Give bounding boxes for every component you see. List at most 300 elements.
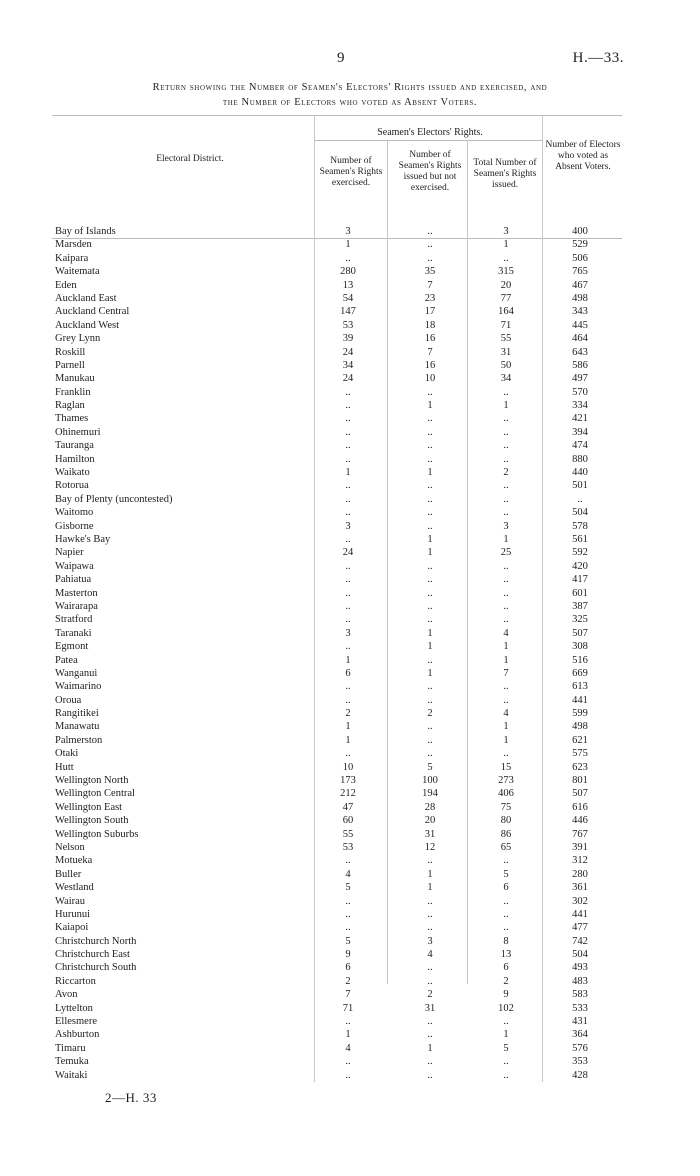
rights-issued: 71	[500, 319, 512, 331]
district-name: Wellington North	[55, 775, 129, 787]
table-row	[0, 787, 700, 800]
district-name: Christchurch South	[55, 962, 137, 974]
district-name: Ellesmere	[55, 1016, 97, 1028]
absent-voters: 467	[572, 279, 588, 291]
rights-issued: ..	[503, 694, 509, 706]
rights-issued: ..	[503, 908, 509, 920]
rights-not-exercised: ..	[427, 386, 433, 398]
top-rule	[52, 115, 622, 116]
rights-exercised: 1	[345, 1029, 351, 1041]
rights-exercised: ..	[345, 426, 351, 438]
absent-voters: 420	[572, 560, 588, 572]
rights-exercised: ..	[345, 1056, 351, 1068]
rights-not-exercised: 1	[427, 882, 433, 894]
absent-voters: 504	[572, 949, 588, 961]
rights-exercised: 9	[345, 949, 351, 961]
rights-not-exercised: ..	[427, 855, 433, 867]
absent-voters: 343	[572, 306, 588, 318]
table-row	[0, 948, 700, 961]
district-name: Waitemata	[55, 266, 100, 278]
absent-voters: 613	[572, 681, 588, 693]
absent-voters: 643	[572, 346, 588, 358]
rights-issued: ..	[503, 440, 509, 452]
rights-exercised: 4	[345, 868, 351, 880]
table-row	[0, 881, 700, 894]
rights-issued: 164	[498, 306, 514, 318]
district-name: Waitaki	[55, 1069, 88, 1081]
rights-exercised: 173	[340, 775, 356, 787]
district-name: Hutt	[55, 761, 74, 773]
rights-exercised: 2	[345, 975, 351, 987]
table-row	[0, 680, 700, 693]
rights-not-exercised: 4	[427, 949, 433, 961]
absent-voters: 501	[572, 480, 588, 492]
table-row	[0, 1069, 700, 1082]
rights-exercised: 5	[345, 935, 351, 947]
group-heading: Seamen's Electors' Rights.	[377, 127, 483, 138]
rights-not-exercised: 2	[427, 708, 433, 720]
table-row	[0, 814, 700, 827]
rights-exercised: 39	[342, 333, 354, 345]
table-row	[0, 761, 700, 774]
table-row	[0, 453, 700, 466]
table-row	[0, 412, 700, 425]
table-row	[0, 694, 700, 707]
rights-exercised: ..	[345, 694, 351, 706]
absent-voters: 767	[572, 828, 588, 840]
rights-not-exercised: 23	[424, 292, 436, 304]
rights-not-exercised: ..	[427, 748, 433, 760]
absent-voters: 529	[572, 239, 588, 251]
rights-exercised: 212	[340, 788, 356, 800]
rights-issued: 102	[498, 1002, 514, 1014]
rights-exercised: ..	[345, 400, 351, 412]
rights-exercised: 1	[345, 734, 351, 746]
footer-reference: 2—H. 33	[105, 1090, 157, 1105]
title-line-1: Return showing the Number of Seamen's Electors' Rights issued and exercised, and	[152, 82, 548, 93]
rights-issued: ..	[503, 1056, 509, 1068]
table-row	[0, 466, 700, 479]
rights-not-exercised: ..	[427, 520, 433, 532]
rights-exercised: 71	[342, 1002, 354, 1014]
district-name: Palmerston	[55, 734, 103, 746]
district-name: Riccarton	[55, 975, 96, 987]
table-row	[0, 868, 700, 881]
absent-voters: 477	[572, 922, 588, 934]
district-name: Hurunui	[55, 908, 90, 920]
district-name: Manukau	[55, 373, 95, 385]
rights-exercised: ..	[345, 533, 351, 545]
table-row	[0, 707, 700, 720]
district-name: Eden	[55, 279, 77, 291]
rights-issued: 1	[503, 734, 509, 746]
district-name: Ohinemuri	[55, 426, 101, 438]
rights-issued: 2	[503, 975, 509, 987]
absent-voters: 533	[572, 1002, 588, 1014]
rights-not-exercised: ..	[427, 252, 433, 264]
rights-not-exercised: 7	[427, 346, 433, 358]
rights-not-exercised: 5	[427, 761, 433, 773]
rights-exercised: 3	[345, 627, 351, 639]
rights-exercised: 10	[342, 761, 354, 773]
rights-issued: 1	[503, 400, 509, 412]
rights-exercised: ..	[345, 493, 351, 505]
column-header-absent-voters: Number of Electors who voted as Absent Voters.	[545, 140, 621, 172]
district-name: Auckland West	[55, 319, 119, 331]
rights-not-exercised: ..	[427, 922, 433, 934]
rights-not-exercised: 7	[427, 279, 433, 291]
document-reference: H.—33.	[572, 50, 624, 66]
rights-issued: 9	[503, 989, 509, 1001]
rights-issued: 6	[503, 962, 509, 974]
rights-issued: 6	[503, 882, 509, 894]
rights-exercised: 53	[342, 319, 354, 331]
rights-not-exercised: 16	[424, 359, 436, 371]
rights-issued: ..	[503, 895, 509, 907]
rights-exercised: ..	[345, 560, 351, 572]
table-row	[0, 627, 700, 640]
table-row	[0, 774, 700, 787]
district-name: Temuka	[55, 1056, 89, 1068]
table-row	[0, 908, 700, 921]
rights-exercised: ..	[345, 895, 351, 907]
rights-not-exercised: 28	[424, 801, 436, 813]
rights-not-exercised: 1	[427, 641, 433, 653]
absent-voters: 507	[572, 788, 588, 800]
district-name: Motueka	[55, 855, 93, 867]
column-header-exercised: Number of Seamen's Rights exercised.	[319, 156, 383, 188]
absent-voters: 364	[572, 1029, 588, 1041]
rights-exercised: ..	[345, 600, 351, 612]
rights-exercised: 7	[345, 989, 351, 1001]
rights-exercised: 147	[340, 306, 356, 318]
rights-not-exercised: ..	[427, 426, 433, 438]
rights-exercised: 1	[345, 654, 351, 666]
rights-issued: 34	[500, 373, 512, 385]
district-name: Auckland Central	[55, 306, 130, 318]
table-row	[0, 319, 700, 332]
absent-voters: 497	[572, 373, 588, 385]
rights-exercised: ..	[345, 641, 351, 653]
absent-voters: 504	[572, 507, 588, 519]
absent-voters: 441	[572, 694, 588, 706]
rights-not-exercised: 2	[427, 989, 433, 1001]
district-name: Taranaki	[55, 627, 92, 639]
rights-exercised: 3	[345, 226, 351, 237]
district-name: Auckland East	[55, 292, 117, 304]
table-row	[0, 560, 700, 573]
table-row	[0, 439, 700, 452]
district-name: Rotorua	[55, 480, 89, 492]
column-header-district: Electoral District.	[156, 154, 224, 164]
district-name: Ashburton	[55, 1029, 100, 1041]
rights-not-exercised: ..	[427, 480, 433, 492]
rights-issued: 77	[500, 292, 512, 304]
district-name: Pahiatua	[55, 574, 92, 586]
absent-voters: 586	[572, 359, 588, 371]
absent-voters: 765	[572, 266, 588, 278]
absent-voters: 441	[572, 908, 588, 920]
rights-issued: 5	[503, 868, 509, 880]
district-name: Hawke's Bay	[55, 533, 111, 545]
district-name: Buller	[55, 868, 82, 880]
rights-not-exercised: 31	[424, 1002, 436, 1014]
rights-issued: ..	[503, 614, 509, 626]
rights-exercised: ..	[345, 386, 351, 398]
rights-issued: ..	[503, 493, 509, 505]
rights-not-exercised: ..	[427, 654, 433, 666]
absent-voters: 592	[572, 547, 588, 559]
rights-exercised: 6	[345, 667, 351, 679]
rights-issued: ..	[503, 574, 509, 586]
district-name: Waikato	[55, 467, 90, 479]
absent-voters: 498	[572, 721, 588, 733]
table-row	[0, 841, 700, 854]
district-name: Bay of Islands	[55, 226, 116, 237]
rights-not-exercised: 1	[427, 467, 433, 479]
rights-not-exercised: ..	[427, 493, 433, 505]
district-name: Manawatu	[55, 721, 100, 733]
district-name: Stratford	[55, 614, 93, 626]
absent-voters: 669	[572, 667, 588, 679]
table-row	[0, 667, 700, 680]
table-row	[0, 506, 700, 519]
rights-issued: 86	[500, 828, 512, 840]
absent-voters: 474	[572, 440, 588, 452]
rights-exercised: ..	[345, 480, 351, 492]
rights-not-exercised: 10	[424, 373, 436, 385]
district-name: Marsden	[55, 239, 92, 251]
absent-voters: ..	[577, 493, 583, 505]
rights-issued: 3	[503, 520, 509, 532]
absent-voters: 446	[572, 815, 588, 827]
table-row	[0, 854, 700, 867]
rights-issued: 8	[503, 935, 509, 947]
table-row	[0, 493, 700, 506]
rights-exercised: ..	[345, 507, 351, 519]
rights-not-exercised: 100	[422, 775, 438, 787]
rights-exercised: 280	[340, 266, 356, 278]
absent-voters: 516	[572, 654, 588, 666]
district-name: Westland	[55, 882, 94, 894]
district-name: Wairarapa	[55, 600, 98, 612]
rights-exercised: 1	[345, 239, 351, 251]
rights-issued: ..	[503, 413, 509, 425]
document-title	[50, 80, 650, 110]
absent-voters: 507	[572, 627, 588, 639]
table-body	[0, 225, 700, 1082]
rights-issued: ..	[503, 480, 509, 492]
rights-issued: ..	[503, 922, 509, 934]
table-row	[0, 613, 700, 626]
rights-not-exercised: ..	[427, 507, 433, 519]
rights-exercised: 1	[345, 467, 351, 479]
rights-issued: 1	[503, 239, 509, 251]
absent-voters: 280	[572, 868, 588, 880]
rights-not-exercised: 3	[427, 935, 433, 947]
absent-voters: 387	[572, 600, 588, 612]
absent-voters: 493	[572, 962, 588, 974]
absent-voters: 391	[572, 841, 588, 853]
absent-voters: 570	[572, 386, 588, 398]
title-line-2: the Number of Electors who voted as Absent Voters.	[222, 97, 478, 108]
rights-not-exercised: ..	[427, 239, 433, 251]
rights-issued: 1	[503, 1029, 509, 1041]
absent-voters: 623	[572, 761, 588, 773]
rights-issued: ..	[503, 600, 509, 612]
absent-voters: 578	[572, 520, 588, 532]
rights-not-exercised: 12	[424, 841, 436, 853]
district-name: Wellington South	[55, 815, 129, 827]
rights-issued: ..	[503, 453, 509, 465]
table-row	[0, 386, 700, 399]
rights-issued: 315	[498, 266, 514, 278]
district-name: Wellington Suburbs	[55, 828, 139, 840]
rights-issued: 2	[503, 467, 509, 479]
table-row	[0, 252, 700, 265]
table-row	[0, 426, 700, 439]
rights-not-exercised: ..	[427, 226, 433, 237]
absent-voters: 417	[572, 574, 588, 586]
rights-exercised: ..	[345, 1016, 351, 1028]
rights-issued: 75	[500, 801, 512, 813]
rights-not-exercised: ..	[427, 1069, 433, 1081]
rights-exercised: 34	[342, 359, 354, 371]
absent-voters: 880	[572, 453, 588, 465]
rights-exercised: 6	[345, 962, 351, 974]
rights-exercised: ..	[345, 413, 351, 425]
district-name: Nelson	[55, 841, 85, 853]
rights-issued: ..	[503, 386, 509, 398]
table-row	[0, 279, 700, 292]
district-name: Wellington East	[55, 801, 123, 813]
district-name: Waitomo	[55, 507, 94, 519]
table-row	[0, 1055, 700, 1068]
table-row	[0, 520, 700, 533]
rights-exercised: 24	[342, 547, 354, 559]
district-name: Raglan	[55, 400, 85, 412]
table-row	[0, 346, 700, 359]
district-name: Kaiapoi	[55, 922, 89, 934]
rights-not-exercised: ..	[427, 962, 433, 974]
rights-not-exercised: 1	[427, 667, 433, 679]
rights-not-exercised: 17	[424, 306, 436, 318]
absent-voters: 561	[572, 533, 588, 545]
rights-exercised: ..	[345, 855, 351, 867]
rights-not-exercised: 35	[424, 266, 436, 278]
district-name: Hamilton	[55, 453, 95, 465]
rights-issued: 13	[500, 949, 512, 961]
rights-not-exercised: ..	[427, 694, 433, 706]
district-name: Lyttelton	[55, 1002, 93, 1014]
table-row	[0, 600, 700, 613]
table-row	[0, 640, 700, 653]
table-row	[0, 359, 700, 372]
absent-voters: 621	[572, 734, 588, 746]
rights-exercised: 5	[345, 882, 351, 894]
rights-issued: 55	[500, 333, 512, 345]
rights-issued: 31	[500, 346, 512, 358]
district-name: Napier	[55, 547, 84, 559]
absent-voters: 742	[572, 935, 588, 947]
table-row	[0, 975, 700, 988]
rights-not-exercised: ..	[427, 1029, 433, 1041]
rights-not-exercised: ..	[427, 614, 433, 626]
district-name: Oroua	[55, 694, 82, 706]
table-row	[0, 734, 700, 747]
rights-not-exercised: 1	[427, 400, 433, 412]
absent-voters: 601	[572, 587, 588, 599]
table-row	[0, 1028, 700, 1041]
rights-not-exercised: ..	[427, 587, 433, 599]
table-row	[0, 1015, 700, 1028]
absent-voters: 575	[572, 748, 588, 760]
rights-issued: 4	[503, 708, 509, 720]
table-row	[0, 399, 700, 412]
absent-voters: 498	[572, 292, 588, 304]
rights-issued: 65	[500, 841, 512, 853]
rights-not-exercised: 16	[424, 333, 436, 345]
table-row	[0, 747, 700, 760]
table-row	[0, 961, 700, 974]
rights-exercised: 2	[345, 708, 351, 720]
absent-voters: 506	[572, 252, 588, 264]
table-row	[0, 332, 700, 345]
district-name: Tauranga	[55, 440, 94, 452]
absent-voters: 353	[572, 1056, 588, 1068]
rights-issued: 50	[500, 359, 512, 371]
rights-issued: ..	[503, 1016, 509, 1028]
table-row	[0, 372, 700, 385]
absent-voters: 302	[572, 895, 588, 907]
district-name: Kaipara	[55, 252, 89, 264]
rights-exercised: 4	[345, 1042, 351, 1054]
rights-issued: 5	[503, 1042, 509, 1054]
rights-issued: ..	[503, 855, 509, 867]
table-row	[0, 720, 700, 733]
district-name: Wairau	[55, 895, 86, 907]
rights-issued: 1	[503, 721, 509, 733]
table-row	[0, 988, 700, 1001]
rights-issued: 80	[500, 815, 512, 827]
absent-voters: 308	[572, 641, 588, 653]
table-row	[0, 801, 700, 814]
absent-voters: 428	[572, 1069, 588, 1081]
district-name: Thames	[55, 413, 89, 425]
rights-not-exercised: ..	[427, 721, 433, 733]
rights-exercised: ..	[345, 908, 351, 920]
district-name: Christchurch East	[55, 949, 130, 961]
district-name: Waipawa	[55, 560, 94, 572]
district-name: Gisborne	[55, 520, 94, 532]
rights-issued: ..	[503, 426, 509, 438]
rights-not-exercised: ..	[427, 413, 433, 425]
rights-exercised: 13	[342, 279, 354, 291]
rights-not-exercised: ..	[427, 1016, 433, 1028]
rights-issued: 273	[498, 775, 514, 787]
rights-exercised: 55	[342, 828, 354, 840]
rights-not-exercised: ..	[427, 895, 433, 907]
rights-not-exercised: ..	[427, 560, 433, 572]
rights-exercised: 53	[342, 841, 354, 853]
absent-voters: 334	[572, 400, 588, 412]
district-name: Christchurch North	[55, 935, 137, 947]
table-row	[0, 587, 700, 600]
table-row	[0, 265, 700, 278]
rights-not-exercised: 31	[424, 828, 436, 840]
rights-exercised: 54	[342, 292, 354, 304]
rights-issued: ..	[503, 252, 509, 264]
